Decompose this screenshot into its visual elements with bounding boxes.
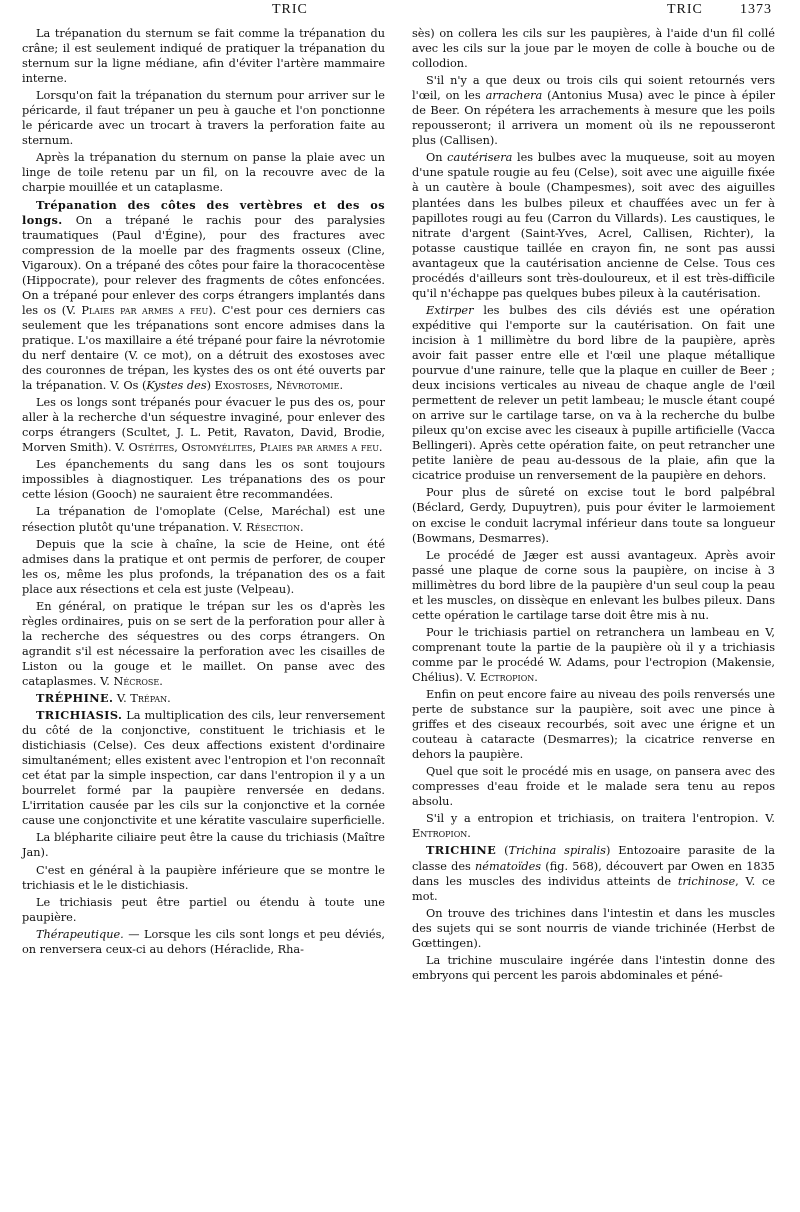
subheading: Thérapeutique. bbox=[36, 927, 124, 941]
running-head-right: TRIC bbox=[667, 2, 703, 17]
cross-reference: Nécrose. bbox=[113, 674, 163, 688]
paragraph: Les os longs sont trépanés pour évacuer le pus des os, pour aller à la recherche d'un séquestre invaginé, pour enlever des corps étrangers (Scultet, J. L. Petit, Ravaton, David, Brodie, Morven Smith). V. Ostéites, Ostomyélites, Plaies par armes a feu. bbox=[22, 396, 385, 455]
left-column bbox=[22, 26, 385, 959]
entry-trepanation-cotes: Trépanation des côtes des vertèbres et des os longs. On a trépané le rachis pour des paralysies traumatiques (Paul d'Égine), pour des fractures avec compression de la moelle par des fragments osseux (Cline, Vigaroux). On a trépané des côtes pour faire la thoracocentèse (Hippocrate), pour relever des fragments de côtes enfoncées. On a trépané pour enlever des corps étrangers implantés dans les os (V. Plaies par armes a feu). C'est pour ces derniers cas seulement que les trépanations sont encore admises dans la pratique. L'os maxillaire a été trépané pour faire la névrotomie du nerf dentaire (V. ce mot), on a détruit des exostoses avec des couronnes de trépan, les kystes des os ont été ouverts par la trépanation. V. Os (Kystes des) Exostoses, Névrotomie. bbox=[22, 197, 385, 393]
paragraph: Pour plus de sûreté on excise tout le bord palpébral (Béclard, Gerdy, Dupuytren), puis pour éviter le larmoiement on excise le conduit lacrymal inférieur dans toute sa longueur (Bowmans, Desmarres). bbox=[412, 486, 775, 545]
paragraph: Les épanchements du sang dans les os sont toujours impossibles à diagnostiquer. Les trépanations des os pour cette lésion (Gooch) ne sauraient être recommandées. bbox=[22, 458, 385, 502]
entry-heading: TRICHINE bbox=[426, 843, 497, 858]
cross-reference: Exostoses, Névrotomie. bbox=[214, 379, 344, 393]
paragraph: S'il y a entropion et trichiasis, on traitera l'entropion. V. Entropion. bbox=[412, 812, 775, 841]
entry-trichiasis: TRICHIASIS. La multiplication des cils, leur renversement du côté de la conjonctive, constituent le trichiasis et le distichiasis (Celse). Ces deux affections existent d'ordinaire simultanément; elles existent avec l'entropion et l'on reconnaît cet état par la simple inspection, car dans l'entropion il y a un bourrelet formé par la paupière renversée en dedans. L'irritation causée par les cils sur la conjonctive et la cornée cause une conjonctivite et une kératite vasculaire superficielle. bbox=[22, 708, 386, 828]
paragraph: Le trichiasis peut être partiel ou étendu à toute une paupière. bbox=[22, 895, 385, 924]
paragraph: sès) on collera les cils sur les paupières, à l'aide d'un fil collé avec les cils sur la joue par le moyen de colle à bouche ou de collodion. bbox=[412, 27, 775, 71]
paragraph: Thérapeutique. — Lorsque les cils sont longs et peu déviés, on renversera ceux-ci au dehors (Héraclide, Rha- bbox=[22, 927, 385, 956]
running-head-left: TRIC bbox=[272, 2, 308, 17]
cross-reference: Trépan. bbox=[130, 692, 171, 706]
page-number: 1373 bbox=[740, 2, 772, 17]
paragraph: En général, on pratique le trépan sur les os d'après les règles ordinaires, puis on se sert de la perforation pour aller à la recherche des séquestres ou des corps étrangers. On agrandit s'il est nécessaire la perforation avec les cisailles de Liston ou la gouge et le maillet. On panse avec des cataplasmes. V. Nécrose. bbox=[22, 599, 385, 688]
paragraph: La trichine musculaire ingérée dans l'intestin donne des embryons qui percent les parois abdominales et péné- bbox=[412, 953, 775, 982]
entry-heading: TRÉPHINE. bbox=[36, 691, 114, 706]
cross-reference: Ectropion. bbox=[479, 670, 538, 684]
paragraph: Quel que soit le procédé mis en usage, on pansera avec des compresses d'eau froide et le malade sera tenu au repos absolu. bbox=[412, 765, 775, 809]
paragraph: La trépanation du sternum se fait comme la trépanation du crâne; il est seulement indiqué de pratiquer la trépanation du sternum sur la ligne médiane, afin d'éviter l'artère mammaire interne. bbox=[22, 27, 385, 86]
paragraph: Le procédé de Jæger est aussi avantageux. Après avoir passé une plaque de corne sous la paupière, on incise à 3 millimètres du bord libre de la paupière d'un seul coup la peau et les muscles, on dissèque en enlevant les bulbes pileux. Dans cette opération le cartilage tarse doit être mis à nu. bbox=[412, 548, 775, 622]
paragraph: On trouve des trichines dans l'intestin et dans les muscles des sujets qui se sont nourris de viande trichinée (Herbst de Gœttingen). bbox=[412, 906, 775, 950]
paragraph: Après la trépanation du sternum on panse la plaie avec un linge de toile retenu par un fil, on la recouvre avec de la charpie mouillée et un cataplasme. bbox=[22, 151, 385, 195]
paragraph: Extirper les bulbes des cils déviés est une opération expéditive qui l'emporte sur la cautérisation. On fait une incision à 1 millimètre du bord libre de la paupière, après avoir fait passer entre elle et l'œil une plaque métallique pourvue d'une rainure, telle que la plaque en cuiller de Beer ; deux incisions verticales au niveau de chaque angle de l'œil permettent de relever un petit lambeau; le muscle étant coupé on arrive sur le cartilage tarse, on va à la recherche du bulbe pileux qu'on excise avec les ciseaux à pupille artificielle (Vacca Bellingeri). Après cette opération faite, on peut retrancher une petite lanière de peau au-dessous de la plaie, afin que la cicatrice produise un renversement de la paupière en dehors. bbox=[412, 303, 775, 483]
entry-trichine: TRICHINE (Trichina spiralis) Entozoaire parasite de la classe des nématoïdes (fig. 568), découvert par Owen en 1835 dans les muscles des individus atteints de trichinose, V. ce mot. bbox=[412, 843, 776, 903]
entry-heading: TRICHIASIS. bbox=[36, 708, 123, 723]
paragraph: Lorsqu'on fait la trépanation du sternum pour arriver sur le péricarde, il faut trépaner un peu à gauche et l'on ponctionne le péricarde avec un trocart à travers la perforation faite au sternum. bbox=[22, 89, 385, 148]
paragraph: C'est en général à la paupière inférieure que se montre le trichiasis et le le distichiasis. bbox=[22, 863, 385, 892]
paragraph: La blépharite ciliaire peut être la cause du trichiasis (Maître Jan). bbox=[22, 831, 385, 860]
right-column bbox=[412, 26, 775, 985]
cross-reference: Plaies par armes a feu bbox=[81, 303, 209, 317]
cross-reference: Résection. bbox=[246, 520, 304, 534]
paragraph: On cautérisera les bulbes avec la muqueuse, soit au moyen d'une spatule rougie au feu (Celse), soit avec une aiguille fixée à un cautère à boule (Champesmes), soit avec des aiguilles plantées dans les bulbes pileux et chauffées avec un fer à papillotes rougi au feu (Carron du Villards). Les caustiques, le nitrate d'argent (Saint-Yves, Acrel, Callisen, Richter), la potasse caustique taillée en crayon fin, ne sont pas aussi avantageux que la cautérisation ancienne de Celse. Tous ces procédés d'ailleurs sont très-douloureux, et il est très-difficile qu'il n'échappe pas quelques bubes pileux à la cautérisation. bbox=[412, 151, 775, 300]
paragraph: La trépanation de l'omoplate (Celse, Maréchal) est une résection plutôt qu'une trépanation. V. Résection. bbox=[22, 505, 385, 534]
entry-trephine: TRÉPHINE. V. Trépan. bbox=[36, 691, 171, 706]
entry-heading: Trépanation des côtes des vertèbres et des os longs. bbox=[22, 197, 385, 227]
paragraph: Enfin on peut encore faire au niveau des poils renversés une perte de substance sur la paupière, soit avec une pince à griffes et des ciseaux recourbés, soit avec une érigne et un couteau à cataracte (Desmarres); la cicatrice renverse en dehors la paupière. bbox=[412, 688, 775, 762]
cross-reference: Ostéites, Ostomyélites, Plaies par armes a feu. bbox=[128, 441, 383, 455]
cross-reference: Entropion. bbox=[412, 827, 471, 841]
paragraph: Pour le trichiasis partiel on retranchera un lambeau en V, comprenant toute la partie de la paupière où il y a trichiasis comme par le procédé W. Adams, pour l'ectropion (Makensie, Chélius). V. Ectropion. bbox=[412, 625, 775, 684]
paragraph: Depuis que la scie à chaîne, la scie de Heine, ont été admises dans la pratique et ont permis de perforer, de couper les os, même les plus profonds, la trépanation des os a fait place aux résections et cela est juste (Velpeau). bbox=[22, 537, 385, 596]
paragraph: S'il n'y a que deux ou trois cils qui soient retournés vers l'œil, on les arrachera (Antonius Musa) avec le pince à épiler de Beer. On répétera les arrachements à mesure que les poils repousseront; il arrivera un moment où ils ne repousseront plus (Callisen). bbox=[412, 74, 776, 148]
